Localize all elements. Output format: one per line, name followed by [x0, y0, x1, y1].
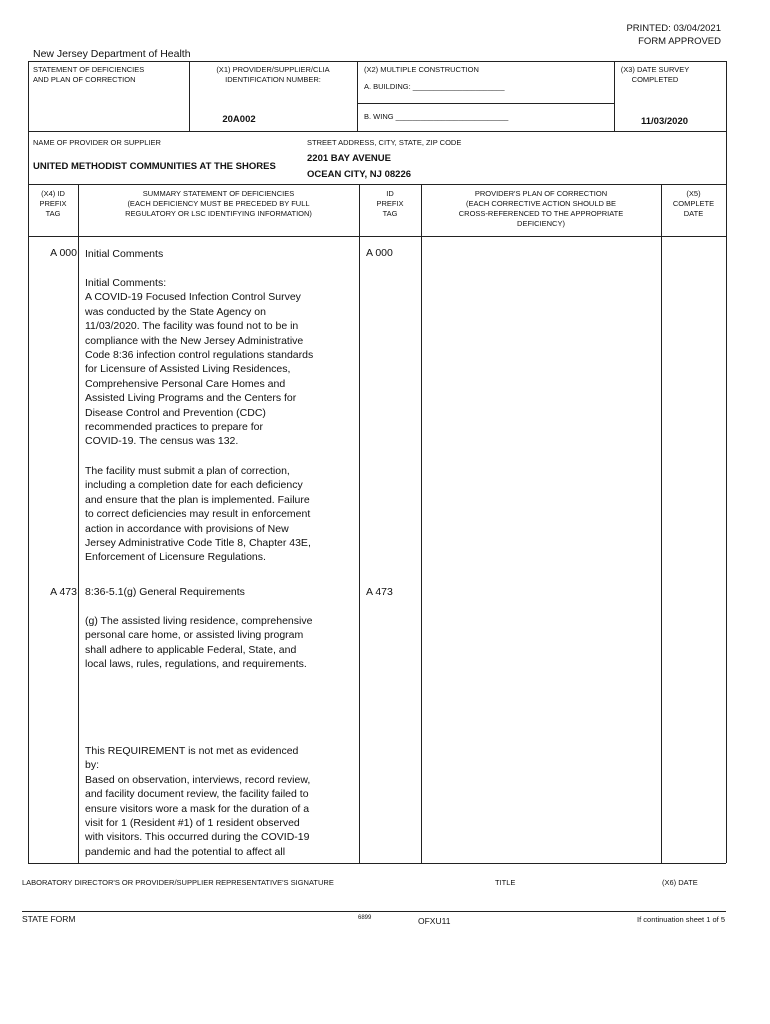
- entry-tag: A 000: [50, 247, 77, 259]
- building-label: A. BUILDING: ______________________: [364, 82, 505, 91]
- entry-paragraph: This REQUIREMENT is not met as evidenced by: Based on observation, interviews, record review, and facility document review, the facility failed to ensure visitors wore a mask for the duration of a visit for 1 (Resident #1) of 1 resident observed with visitors. This occurred during the COVID-19 pandemic and had the potential to affect all: [85, 745, 311, 858]
- col-id-header: ID PREFIX TAG: [376, 189, 404, 218]
- address-line1: 2201 BAY AVENUE: [307, 153, 391, 164]
- continuation-label: If continuation sheet 1 of 5: [637, 915, 725, 924]
- printed-date: PRINTED: 03/04/2021: [626, 23, 721, 34]
- entry-title: 8:36-5.1(g) General Requirements: [85, 586, 245, 598]
- signature-label: LABORATORY DIRECTOR'S OR PROVIDER/SUPPLIER REPRESENTATIVE'S SIGNATURE: [22, 878, 334, 887]
- entry-tag: A 473: [50, 586, 77, 598]
- col-x5-header: (X5) COMPLETE DATE: [672, 189, 715, 218]
- statement-label: STATEMENT OF DEFICIENCIES AND PLAN OF CORRECTION: [33, 65, 145, 84]
- provider-label: NAME OF PROVIDER OR SUPPLIER: [33, 138, 161, 147]
- wing-label: B. WING ___________________________: [364, 112, 509, 121]
- entry-id-tag: A 473: [366, 586, 393, 598]
- entry-paragraph: The facility must submit a plan of correction, including a completion date for each deficiency and ensure that the plan is implemented. Failure to correct deficiencies may result in enforcement action in accordance with provisions of New Jersey Administrative Code Title 8, Chapter 43E, Enforcement of Licensure Regulations.: [85, 465, 311, 564]
- event-id: OFXU11: [418, 916, 451, 926]
- state-form-label: STATE FORM: [22, 914, 76, 924]
- col-x4-header: (X4) ID PREFIX TAG: [39, 189, 67, 218]
- form-approved: FORM APPROVED: [638, 36, 721, 47]
- x3-value: 11/03/2020: [641, 116, 689, 127]
- col-plan-header: PROVIDER'S PLAN OF CORRECTION (EACH CORRECTIVE ACTION SHOULD BE CROSS-REFERENCED TO THE APPROPRIATE DEFICIENCY): [458, 189, 624, 228]
- x1-value: 20A002: [222, 114, 256, 125]
- address-label: STREET ADDRESS, CITY, STATE, ZIP CODE: [307, 138, 462, 147]
- entry-id-tag: A 000: [366, 247, 393, 259]
- address-line2: OCEAN CITY, NJ 08226: [307, 169, 412, 180]
- date-label: (X6) DATE: [662, 878, 698, 887]
- agency-name: New Jersey Department of Health: [33, 48, 191, 60]
- entry-paragraph: (g) The assisted living residence, comprehensive personal care home, or assisted living program shall adhere to applicable Federal, State, and local laws, rules, regulations, and requirements.: [85, 615, 313, 671]
- provider-value: UNITED METHODIST COMMUNITIES AT THE SHORES: [33, 161, 276, 172]
- col-summary-header: SUMMARY STATEMENT OF DEFICIENCIES (EACH DEFICIENCY MUST BE PRECEDED BY FULL REGULATORY OR LSC IDENTIFYING INFORMATION): [125, 189, 312, 218]
- x2-label: (X2) MULTIPLE CONSTRUCTION: [364, 65, 479, 74]
- x3-label: (X3) DATE SURVEY COMPLETED: [620, 65, 690, 84]
- entry-paragraph: Initial Comments: A COVID-19 Focused Infection Control Survey was conducted by the State Agency on 11/03/2020. The facility was found not to be in compliance with the New Jersey Administrative Code 8:36 infection control regulations standards for Licensure of Assisted Living Residences, Comprehensive Personal Care Homes and Assisted Living Programs and the Centers for Disease Control and Prevention (CDC) recommended practices to prepare for COVID-19. The census was 132.: [85, 277, 314, 448]
- entry-title: Initial Comments: [85, 248, 164, 260]
- form-number: 6899: [358, 915, 372, 921]
- x1-label: (X1) PROVIDER/SUPPLIER/CLIA IDENTIFICATION NUMBER:: [216, 65, 330, 84]
- title-label: TITLE: [495, 878, 516, 887]
